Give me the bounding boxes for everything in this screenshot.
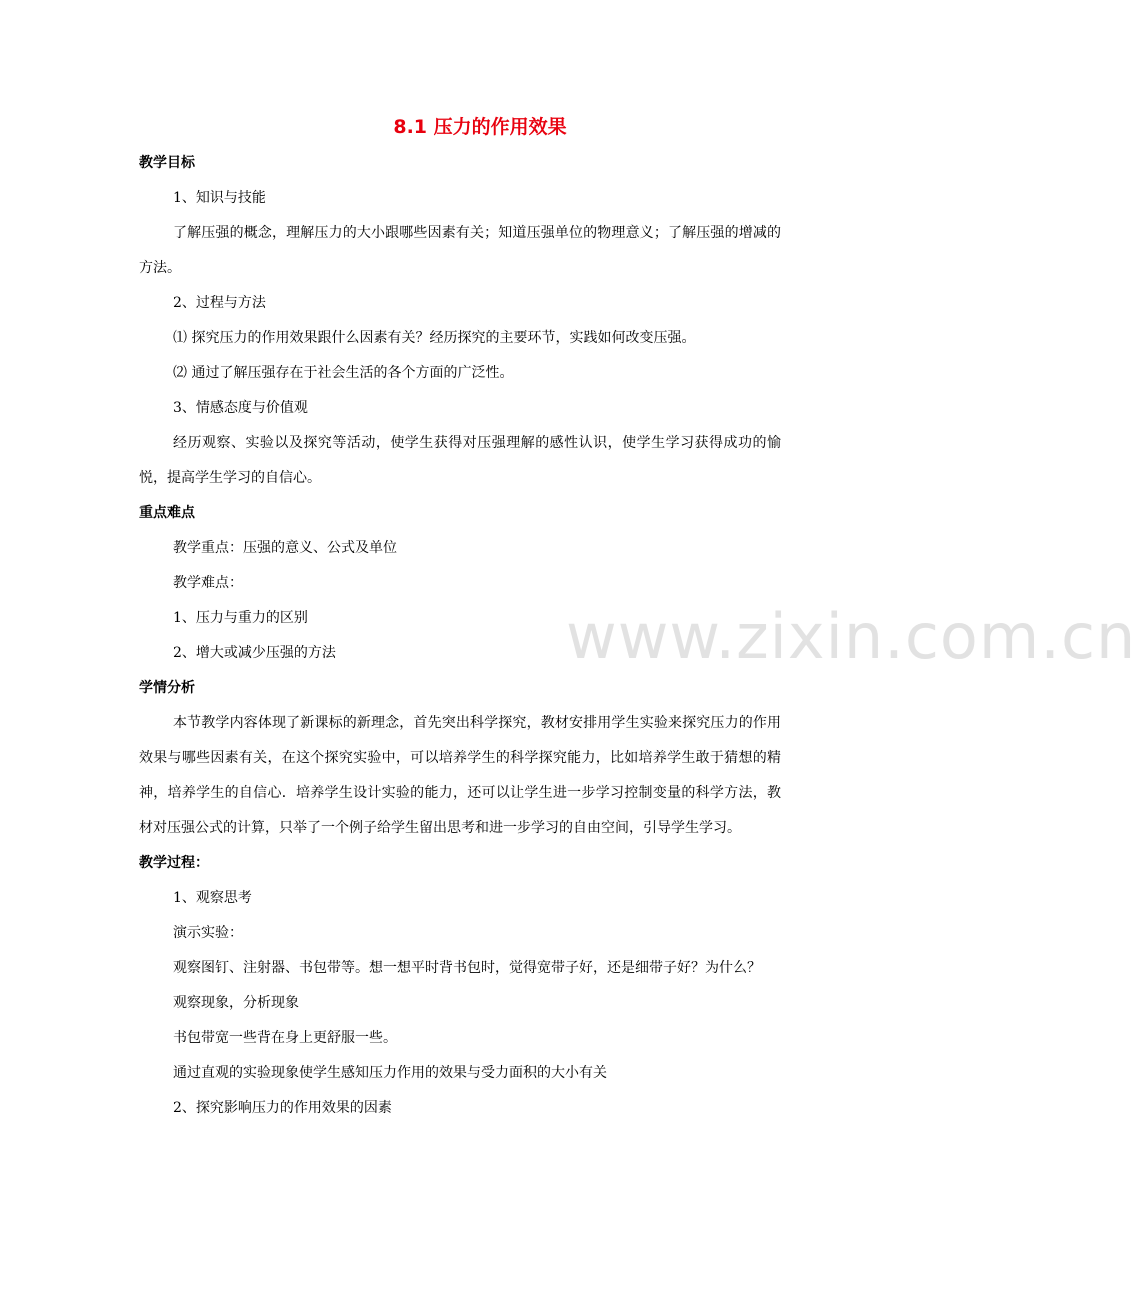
section-heading-goals: 教学目标 [139, 155, 195, 171]
process-step-2: 2、探究影响压力的作用效果的因素 [173, 1100, 392, 1116]
goal-knowledge-text: 了解压强的概念，理解压力的大小跟哪些因素有关；知道压强单位的物理意义；了解压强的增减的方法。 [139, 225, 781, 276]
goal-process-item-2: ⑵ 通过了解压强存在于社会生活的各个方面的广泛性。 [173, 365, 514, 381]
key-difficulty-item-2: 2、增大或减少压强的方法 [173, 645, 336, 661]
key-difficulty-item-1: 1、压力与重力的区别 [173, 610, 308, 626]
goal-process-label: 2、过程与方法 [173, 295, 266, 311]
watermark: www.zixin.com.cn [566, 600, 1136, 673]
process-demo-label: 演示实验： [173, 925, 243, 941]
goal-knowledge-label: 1、知识与技能 [173, 190, 266, 206]
process-phenomenon: 观察现象，分析现象 [173, 995, 299, 1011]
section-heading-process: 教学过程： [139, 855, 209, 871]
key-difficulty-label: 教学难点： [173, 575, 243, 591]
process-step-1: 1、观察思考 [173, 890, 252, 906]
process-conclusion: 通过直观的实验现象使学生感知压力作用的效果与受力面积的大小有关 [173, 1065, 607, 1081]
key-focus: 教学重点：压强的意义、公式及单位 [173, 540, 397, 556]
section-heading-keypoints: 重点难点 [139, 505, 195, 521]
process-observe-text: 观察图钉、注射器、书包带等。想一想平时背书包时，觉得宽带子好，还是细带子好？为什么？ [173, 960, 761, 976]
analysis-text: 本节教学内容体现了新课标的新理念，首先突出科学探究，教材安排用学生实验来探究压力的作用效果与哪些因素有关，在这个探究实验中，可以培养学生的科学探究能力，比如培养学生敢于猜想的精神，培养学生的自信心．培养学生设计实验的能力，还可以让学生进一步学习控制变量的科学方法，教材对压强公式的计算，只举了一个例子给学生留出思考和进一步学习的自由空间，引导学生学习。 [139, 715, 781, 836]
document-title: 8.1 压力的作用效果 [393, 116, 567, 138]
process-result: 书包带宽一些背在身上更舒服一些。 [173, 1030, 397, 1046]
document-body [139, 112, 781, 1126]
goal-process-item-1: ⑴ 探究压力的作用效果跟什么因素有关？经历探究的主要环节，实践如何改变压强。 [173, 330, 696, 346]
section-heading-analysis: 学情分析 [139, 680, 195, 696]
goal-attitude-label: 3、情感态度与价值观 [173, 400, 308, 416]
goal-attitude-text: 经历观察、实验以及探究等活动，使学生获得对压强理解的感性认识，使学生学习获得成功的愉悦，提高学生学习的自信心。 [139, 435, 781, 486]
